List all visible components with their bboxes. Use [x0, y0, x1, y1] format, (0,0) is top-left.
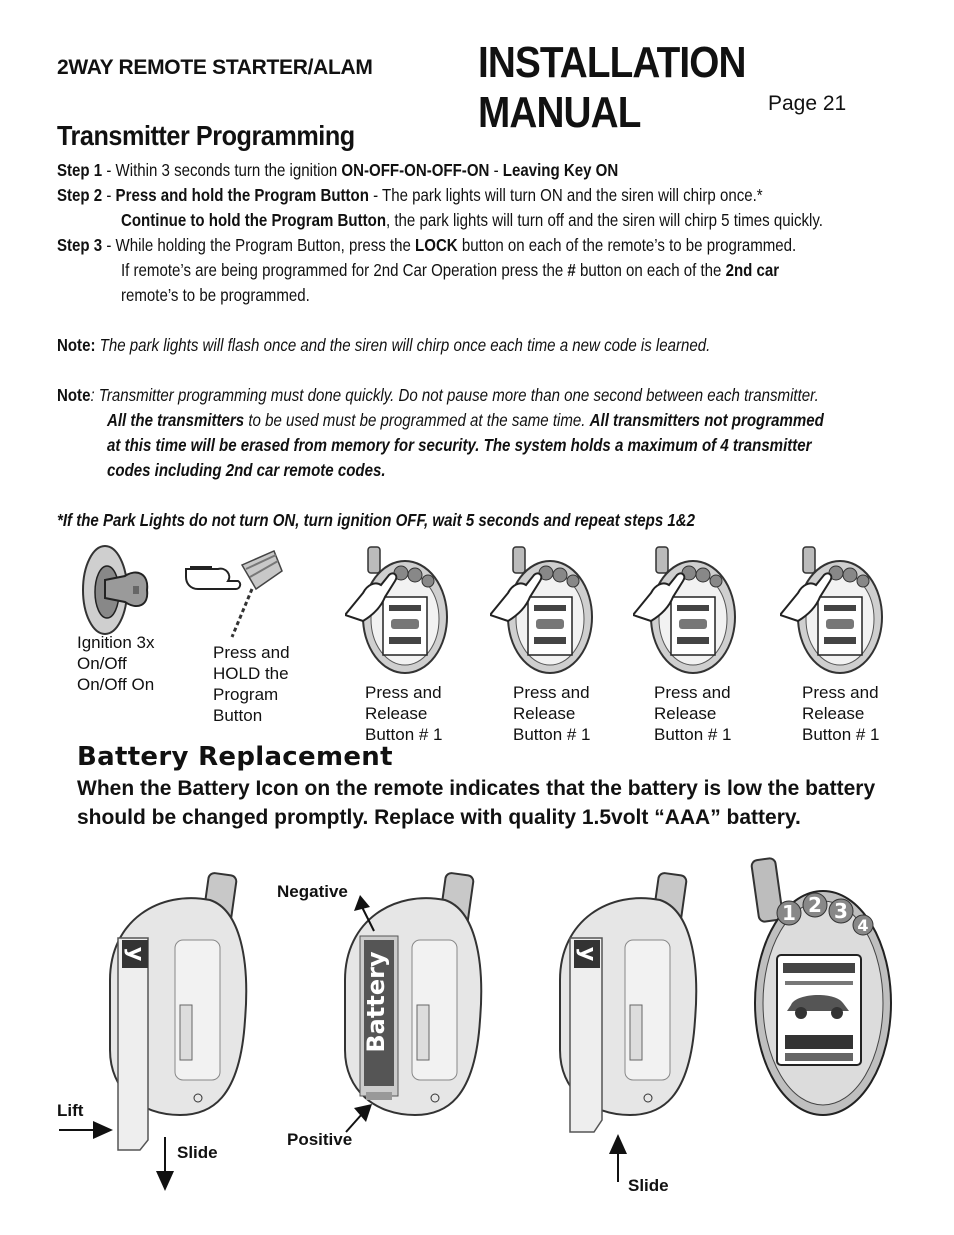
remote-back-closing-icon — [550, 870, 700, 1160]
note-2-bold-2: All transmitters not programmed — [589, 410, 824, 430]
step-3-hash: # — [567, 260, 576, 280]
section-title-battery-replacement: Battery Replacement — [77, 742, 393, 772]
program-button-hand-icon — [182, 545, 292, 640]
positive-label: Positive — [287, 1130, 353, 1149]
remote-button-1: 1 — [782, 901, 796, 925]
caption-line: Press and — [802, 683, 879, 702]
caption-line: Button — [213, 706, 263, 725]
ignition-key-icon — [75, 540, 155, 640]
caption-line: Button # 1 — [802, 725, 880, 744]
battery-edge-text: y — [123, 946, 148, 962]
step-3-text: - While holding the Program Button, press the — [102, 235, 416, 255]
remote-back-open-icon — [100, 870, 250, 1160]
caption-line: Release — [365, 704, 428, 723]
caption-line: Press and — [654, 683, 731, 702]
caption-ignition — [77, 632, 155, 695]
slide-label-2: Slide — [628, 1176, 669, 1195]
remote-with-hand-4 — [780, 545, 885, 680]
caption-line: Button # 1 — [513, 725, 591, 744]
note-1-text: The park lights will flash once and the siren will chirp once each time a new code is learned. — [95, 335, 711, 355]
caption-release-4 — [802, 682, 880, 745]
slide-label-1: Slide — [177, 1143, 218, 1162]
step-3-lock: LOCK — [415, 235, 458, 255]
remote-with-hand-2 — [490, 545, 595, 680]
caption-line: Button # 1 — [365, 725, 443, 744]
caption-line: Press and — [213, 643, 290, 662]
caption-line: Press and — [513, 683, 590, 702]
caption-line: Ignition 3x — [77, 633, 155, 652]
page-number: Page 21 — [768, 92, 847, 115]
note-2-line-4: codes including 2nd car remote codes. — [107, 460, 386, 480]
caption-line: On/Off On — [77, 675, 155, 694]
caption-line: Release — [802, 704, 865, 723]
note-2-bold-1: All the transmitters — [107, 410, 245, 430]
header-subtitle: 2WAY REMOTE STARTER/ALAM — [57, 56, 373, 79]
remote-front-icon — [745, 855, 895, 1120]
step-2-sep: - — [102, 185, 116, 205]
step-3-text-5: remote’s to be programmed. — [121, 285, 310, 305]
step-3-2nd-car: 2nd car — [725, 260, 780, 280]
caption-line: HOLD the — [213, 664, 289, 683]
step-1-label: Step 1 — [57, 160, 103, 180]
remote-with-hand-1 — [345, 545, 450, 680]
step-3-continued — [121, 260, 779, 281]
negative-arrow-icon — [350, 895, 380, 935]
step-2-bold: Press and hold the Program Button — [115, 185, 369, 205]
battery-label-wrap — [361, 940, 391, 1065]
remote-with-hand-3 — [633, 545, 738, 680]
step-3-label: Step 3 — [57, 235, 103, 255]
caption-line: Program — [213, 685, 279, 704]
step-1-sep: - — [489, 160, 503, 180]
step-2-text-2: , the park lights will turn off and the siren will chirp 5 times quickly. — [386, 210, 823, 230]
step-1-sequence: ON-OFF-ON-OFF-ON — [341, 160, 490, 180]
note-2-label: Note — [57, 385, 91, 405]
step-3 — [57, 235, 796, 256]
step-3-text-3: If remote’s are being programmed for 2nd Car Operation press the — [121, 260, 568, 280]
manual-title: INSTALLATION MANUAL — [478, 38, 746, 137]
lift-label: Lift — [57, 1101, 84, 1120]
step-2-text: - The park lights will turn ON and the siren will chirp once.* — [368, 185, 763, 205]
step-3-continued-2 — [121, 285, 310, 306]
battery-edge-text-2: y — [575, 946, 600, 962]
caption-release-2 — [513, 682, 591, 745]
note-1-label: Note: — [57, 335, 96, 355]
note-2 — [57, 385, 819, 406]
section-title-transmitter-programming: Transmitter Programming — [57, 120, 355, 151]
caption-line: On/Off — [77, 654, 127, 673]
caption-line: Press and — [365, 683, 442, 702]
note-1 — [57, 335, 710, 356]
note-2-line-2 — [107, 410, 824, 431]
caption-line: Release — [513, 704, 576, 723]
step-2 — [57, 185, 763, 206]
battery-label: Battery — [362, 951, 390, 1053]
step-2-label: Step 2 — [57, 185, 103, 205]
step-2-bold-2: Continue to hold the Program Button — [121, 210, 387, 230]
step-2-continued — [121, 210, 823, 231]
caption-release-3 — [654, 682, 732, 745]
note-2-text: : Transmitter programming must done quickly. Do not pause more than one second between each transmitter. — [90, 385, 819, 405]
remote-button-2: 2 — [808, 893, 822, 917]
remote-button-3: 3 — [834, 899, 848, 923]
step-3-text-2: button on each of the remote’s to be programmed. — [457, 235, 797, 255]
caption-release-1 — [365, 682, 443, 745]
step-3-text-4: button on each of the — [575, 260, 726, 280]
caption-line: Release — [654, 704, 717, 723]
note-2-line-3: at this time will be erased from memory for security. The system holds a maximum of 4 transmitter — [107, 435, 812, 455]
note-2-text-2: to be used must be programmed at the same time. — [244, 410, 590, 430]
battery-instructions: When the Battery Icon on the remote indicates that the battery is low the battery should be changed promptly. Replace with quality 1.5volt “AAA” battery. — [77, 777, 876, 829]
negative-label: Negative — [277, 882, 348, 901]
slide-down-arrow-icon — [150, 1135, 180, 1195]
remote-button-4: 4 — [857, 916, 869, 935]
step-1 — [57, 160, 618, 181]
step-1-key-on: Leaving Key ON — [502, 160, 619, 180]
step-1-text: - Within 3 seconds turn the ignition — [102, 160, 342, 180]
caption-line: Button # 1 — [654, 725, 732, 744]
caption-program — [213, 642, 290, 726]
warning-note: *If the Park Lights do not turn ON, turn ignition OFF, wait 5 seconds and repeat steps 1&2 — [57, 510, 696, 530]
